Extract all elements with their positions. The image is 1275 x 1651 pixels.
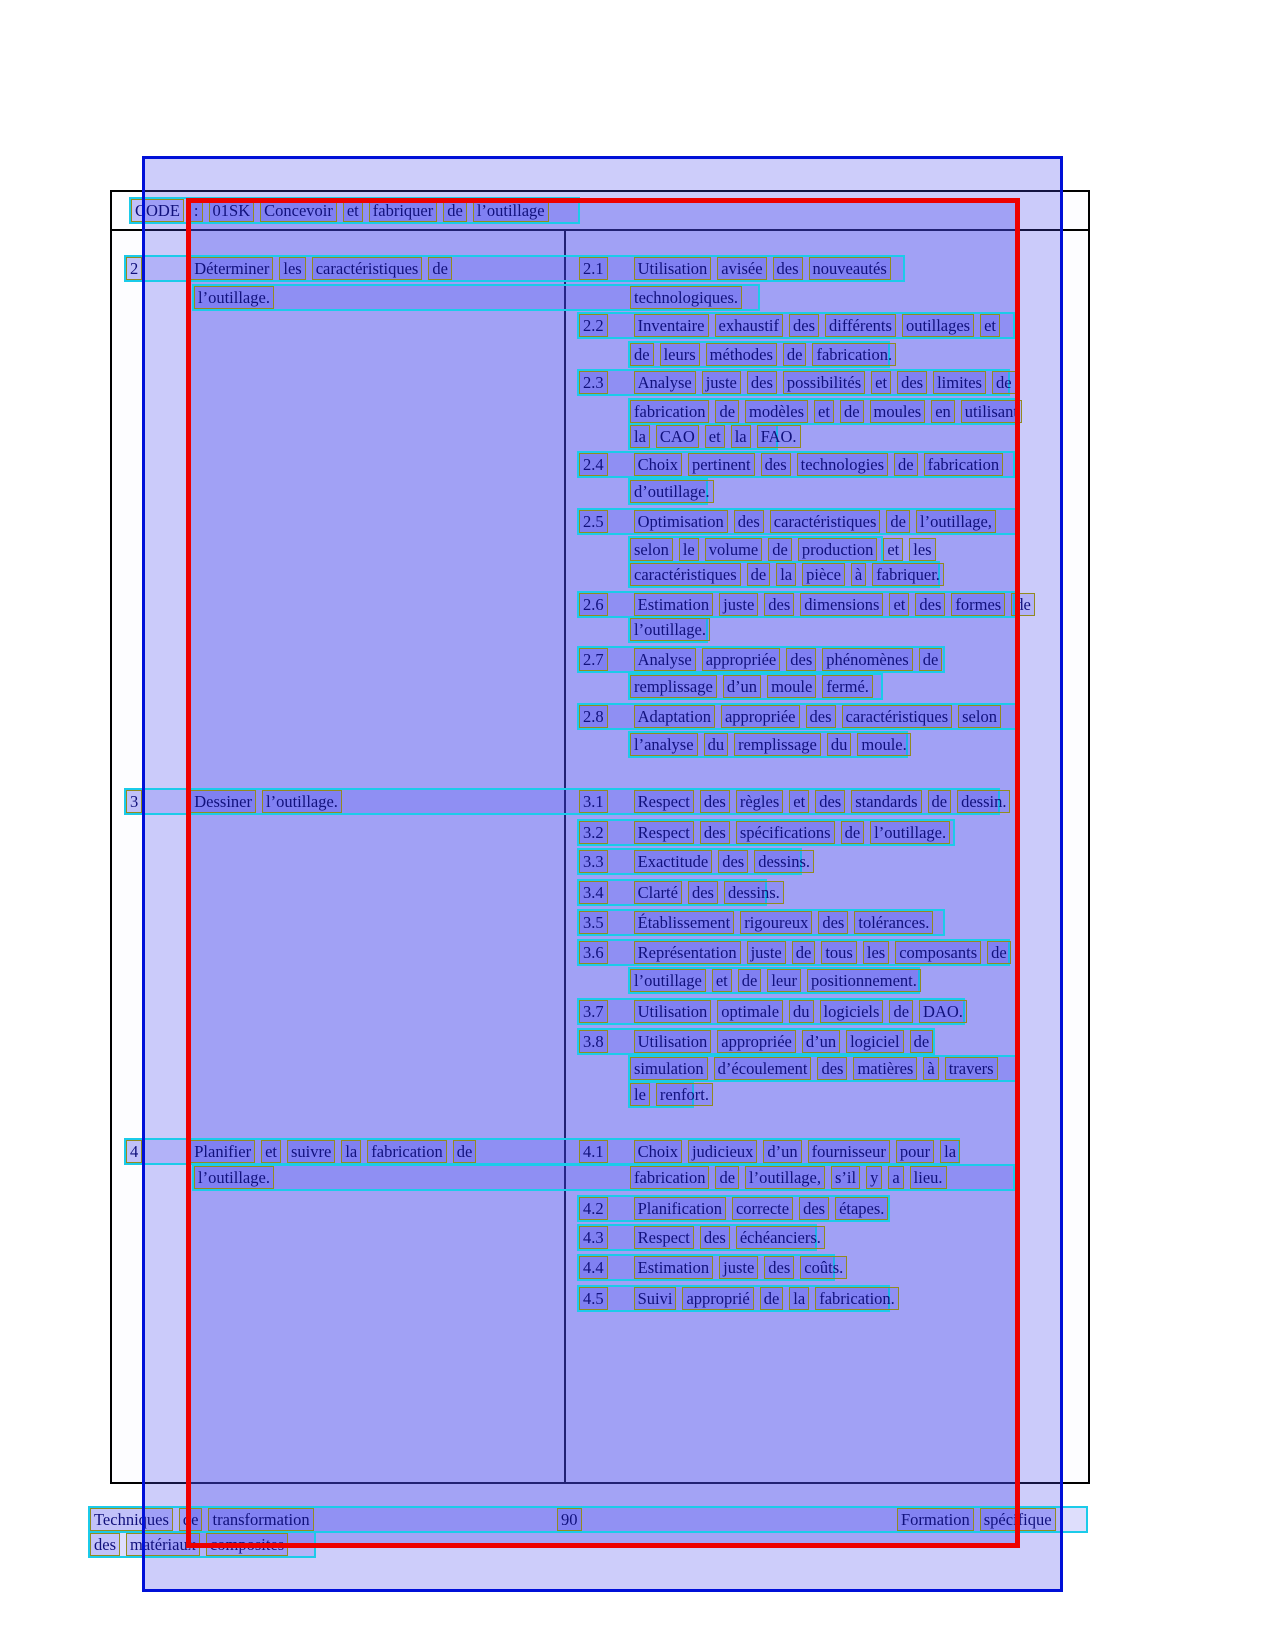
ocr-word: spécifique — [980, 1508, 1056, 1531]
ocr-word: coûts. — [800, 1256, 847, 1279]
ocr-word: du — [827, 733, 852, 756]
ocr-word: production — [798, 538, 878, 561]
ocr-word: s’il — [831, 1166, 860, 1189]
ocr-word: différents — [825, 314, 896, 337]
ocr-word: tous — [821, 941, 857, 964]
ocr-word: : — [190, 199, 203, 222]
ocr-word: fabrication — [630, 400, 709, 423]
ocr-word: des — [718, 850, 748, 873]
ocr-word: suivre — [287, 1140, 335, 1163]
ocr-word: l’outillage. — [194, 286, 274, 309]
ocr-word: fournisseur — [808, 1140, 890, 1163]
ocr-word: fabrication. — [812, 343, 896, 366]
ocr-word: Clarté — [634, 881, 682, 904]
ocr-word: de — [841, 821, 865, 844]
ocr-word: technologies — [797, 453, 888, 476]
ocr-word: travers — [945, 1057, 998, 1080]
ocr-word: moule — [767, 675, 816, 698]
ocr-word: dimensions — [800, 593, 883, 616]
ocr-word: de — [886, 510, 910, 533]
ocr-word: modèles — [745, 400, 808, 423]
ocr-word: dessin. — [957, 790, 1010, 813]
ocr-word: Choix — [634, 453, 682, 476]
ocr-word: juste — [719, 1256, 758, 1279]
ocr-word: Adaptation — [634, 705, 715, 728]
ocr-word: et — [261, 1140, 281, 1163]
ocr-word: de — [792, 941, 816, 964]
ocr-word-criterion-number: 3.1 — [579, 790, 608, 813]
ocr-word: de — [179, 1508, 203, 1531]
ocr-word: du — [704, 733, 729, 756]
ocr-word: caractéristiques — [630, 563, 741, 586]
ocr-word: des — [817, 1057, 847, 1080]
ocr-word-criterion-number: 4.3 — [579, 1226, 608, 1249]
ocr-word: CAO — [656, 425, 699, 448]
ocr-word: outillages — [902, 314, 974, 337]
ocr-word: fabrication. — [815, 1287, 899, 1310]
ocr-word: la — [776, 563, 796, 586]
ocr-word: juste — [702, 371, 741, 394]
ocr-word: logiciels — [820, 1000, 884, 1023]
ocr-word: la — [940, 1140, 960, 1163]
ocr-word: fabriquer. — [872, 563, 944, 586]
ocr-word: des — [773, 257, 803, 280]
ocr-word: composants — [895, 941, 981, 964]
ocr-word: l’outillage. — [630, 618, 710, 641]
ocr-word: spécifications — [736, 821, 835, 844]
ocr-word: formes — [951, 593, 1005, 616]
ocr-word: et — [705, 425, 725, 448]
ocr-word: fabrication — [924, 453, 1003, 476]
ocr-word: l’outillage — [473, 199, 549, 222]
ocr-word: méthodes — [706, 343, 777, 366]
ocr-word: matériaux — [126, 1533, 200, 1556]
ocr-word: matières — [853, 1057, 917, 1080]
ocr-word: les — [279, 257, 305, 280]
ocr-word-criterion-number: 4.2 — [579, 1197, 608, 1220]
ocr-word: de — [428, 257, 452, 280]
ocr-word: d’écoulement — [714, 1057, 812, 1080]
ocr-word: de — [1011, 593, 1035, 616]
ocr-word: le — [630, 1083, 650, 1106]
ocr-word: des — [747, 371, 777, 394]
ocr-word: Suivi — [634, 1287, 677, 1310]
ocr-word: l’outillage — [630, 969, 706, 992]
ocr-word: rigoureux — [740, 911, 812, 934]
ocr-word: de — [747, 563, 771, 586]
ocr-word: des — [90, 1533, 120, 1556]
ocr-word-criterion-number: 3.2 — [579, 821, 608, 844]
ocr-word: exhaustif — [715, 314, 783, 337]
ocr-word: limites — [933, 371, 986, 394]
ocr-word: simulation — [630, 1057, 708, 1080]
ocr-word: de — [630, 343, 654, 366]
ocr-word: de — [783, 343, 807, 366]
ocr-word: judicieux — [688, 1140, 757, 1163]
ocr-word: des — [815, 790, 845, 813]
ocr-word: volume — [705, 538, 763, 561]
ocr-word: Analyse — [634, 371, 696, 394]
ocr-word: d’un — [723, 675, 761, 698]
ocr-word: caractéristiques — [842, 705, 953, 728]
ocr-word-row-number: 4 — [126, 1140, 142, 1163]
ocr-word: Représentation — [634, 941, 741, 964]
ocr-word: des — [734, 510, 764, 533]
ocr-word: des — [688, 881, 718, 904]
ocr-word: l’outillage, — [745, 1166, 825, 1189]
ocr-word: optimale — [717, 1000, 783, 1023]
ocr-word: avisée — [717, 257, 766, 280]
ocr-word: juste — [747, 941, 786, 964]
ocr-word: à — [923, 1057, 938, 1080]
ocr-word: appropriée — [717, 1030, 796, 1053]
ocr-word: l’outillage. — [870, 821, 950, 844]
ocr-word: selon — [958, 705, 1001, 728]
ocr-word: tolérances. — [854, 911, 933, 934]
ocr-word: Estimation — [634, 593, 714, 616]
ocr-word: de — [715, 1166, 739, 1189]
ocr-word: de — [987, 941, 1011, 964]
ocr-word: caractéristiques — [770, 510, 881, 533]
ocr-word: Planifier — [190, 1140, 255, 1163]
ocr-word-criterion-number: 3.8 — [579, 1030, 608, 1053]
ocr-word: moule. — [857, 733, 910, 756]
ocr-word-criterion-number: 4.1 — [579, 1140, 608, 1163]
ocr-word: de — [768, 538, 792, 561]
ocr-word: Techniques — [90, 1508, 173, 1531]
ocr-word: des — [700, 821, 730, 844]
ocr-word: 90 — [557, 1508, 582, 1531]
ocr-word: de — [894, 453, 918, 476]
ocr-word-criterion-number: 2.5 — [579, 510, 608, 533]
ocr-word: leurs — [660, 343, 700, 366]
ocr-word: Respect — [634, 821, 694, 844]
ocr-word: la — [789, 1287, 809, 1310]
ocr-word: FAO. — [757, 425, 801, 448]
ocr-word: pièce — [802, 563, 845, 586]
ocr-word: possibilités — [783, 371, 865, 394]
ocr-word: Planification — [634, 1197, 726, 1220]
ocr-word: et — [883, 538, 903, 561]
ocr-word: de — [738, 969, 762, 992]
ocr-word: de — [443, 199, 467, 222]
ocr-word: DAO. — [919, 1000, 967, 1023]
ocr-word: approprié — [682, 1287, 753, 1310]
ocr-word-criterion-number: 2.1 — [579, 257, 608, 280]
ocr-word: y — [866, 1166, 882, 1189]
ocr-word: l’outillage. — [194, 1166, 274, 1189]
ocr-word: Choix — [634, 1140, 682, 1163]
ocr-word: des — [915, 593, 945, 616]
ocr-word: le — [679, 538, 699, 561]
ocr-word: et — [814, 400, 834, 423]
ocr-word: à — [851, 563, 866, 586]
ocr-word: de — [889, 1000, 913, 1023]
ocr-word: et — [789, 790, 809, 813]
ocr-word: règles — [736, 790, 783, 813]
ocr-word: Estimation — [634, 1256, 714, 1279]
ocr-word: d’outillage. — [630, 480, 714, 503]
ocr-word: Dessiner — [190, 790, 256, 813]
ocr-word-criterion-number: 3.6 — [579, 941, 608, 964]
ocr-word: et — [889, 593, 909, 616]
ocr-word: des — [897, 371, 927, 394]
ocr-word: Respect — [634, 790, 694, 813]
ocr-word: la — [731, 425, 751, 448]
ocr-word: composites — [206, 1533, 288, 1556]
ocr-word: des — [806, 705, 836, 728]
ocr-word: de — [919, 648, 943, 671]
ocr-word: Formation — [897, 1508, 974, 1531]
ocr-word: 01SK — [209, 199, 255, 222]
ocr-word-row-number: 2 — [126, 257, 142, 280]
ocr-word: Utilisation — [634, 1000, 712, 1023]
ocr-word: des — [761, 453, 791, 476]
ocr-word: des — [764, 593, 794, 616]
ocr-word: pour — [896, 1140, 934, 1163]
ocr-word: appropriée — [721, 705, 800, 728]
ocr-word: Établissement — [634, 911, 735, 934]
ocr-word-criterion-number: 2.6 — [579, 593, 608, 616]
ocr-word: l’analyse — [630, 733, 698, 756]
ocr-word: utilisant — [961, 400, 1022, 423]
ocr-word: et — [712, 969, 732, 992]
ocr-word: fabrication — [630, 1166, 709, 1189]
ocr-word: standards — [851, 790, 921, 813]
ocr-word: la — [630, 425, 650, 448]
ocr-word: selon — [630, 538, 673, 561]
ocr-word: pertinent — [688, 453, 755, 476]
ocr-word: des — [764, 1256, 794, 1279]
ocr-word: de — [928, 790, 952, 813]
ocr-word: et — [980, 314, 1000, 337]
ocr-word: étapes. — [835, 1197, 888, 1220]
ocr-word: correcte — [732, 1197, 793, 1220]
ocr-word: logiciel — [846, 1030, 903, 1053]
ocr-word-criterion-number: 2.4 — [579, 453, 608, 476]
ocr-word-criterion-number: 4.4 — [579, 1256, 608, 1279]
ocr-word-criterion-number: 2.3 — [579, 371, 608, 394]
ocr-word: transformation — [208, 1508, 313, 1531]
ocr-word-criterion-number: 2.8 — [579, 705, 608, 728]
ocr-word: des — [799, 1197, 829, 1220]
ocr-word: lieu. — [910, 1166, 947, 1189]
ocr-word: de — [840, 400, 864, 423]
ocr-word: Concevoir — [260, 199, 337, 222]
ocr-word: juste — [719, 593, 758, 616]
ocr-word: des — [700, 1226, 730, 1249]
ocr-word: technologiques. — [630, 286, 742, 309]
ocr-word: et — [343, 199, 363, 222]
ocr-word: renfort. — [656, 1083, 713, 1106]
ocr-word: fermé. — [822, 675, 873, 698]
ocr-word: l’outillage, — [916, 510, 996, 533]
ocr-word: dessins. — [724, 881, 784, 904]
ocr-word: nouveautés — [809, 257, 891, 280]
ocr-word: l’outillage. — [262, 790, 342, 813]
ocr-word: Analyse — [634, 648, 696, 671]
ocr-word-criterion-number: 3.3 — [579, 850, 608, 873]
ocr-word: Utilisation — [634, 1030, 712, 1053]
ocr-word: caractéristiques — [312, 257, 423, 280]
ocr-word: des — [789, 314, 819, 337]
ocr-word: fabrication — [367, 1140, 446, 1163]
ocr-word: moules — [870, 400, 926, 423]
ocr-word-criterion-number: 2.7 — [579, 648, 608, 671]
ocr-word: Déterminer — [190, 257, 273, 280]
ocr-word: remplissage — [734, 733, 821, 756]
ocr-word: a — [888, 1166, 903, 1189]
ocr-word: positionnement. — [807, 969, 921, 992]
ocr-word: Optimisation — [634, 510, 728, 533]
ocr-word: en — [931, 400, 955, 423]
ocr-word: de — [992, 371, 1016, 394]
ocr-word: la — [341, 1140, 361, 1163]
ocr-word: appropriée — [702, 648, 781, 671]
ocr-word: les — [863, 941, 889, 964]
ocr-word-criterion-number: 3.5 — [579, 911, 608, 934]
ocr-word: Respect — [634, 1226, 694, 1249]
ocr-word-criterion-number: 4.5 — [579, 1287, 608, 1310]
ocr-word: de — [760, 1287, 784, 1310]
ocr-word: dessins. — [754, 850, 814, 873]
ocr-word: fabriquer — [369, 199, 437, 222]
region-overlay-border — [186, 198, 1020, 1548]
ocr-word: de — [910, 1030, 934, 1053]
ocr-word: de — [715, 400, 739, 423]
ocr-word-row-number: 3 — [126, 790, 142, 813]
ocr-word: du — [789, 1000, 814, 1023]
ocr-word: phénomènes — [822, 648, 912, 671]
ocr-word-criterion-number: 3.4 — [579, 881, 608, 904]
ocr-word: d’un — [802, 1030, 840, 1053]
ocr-word: Exactitude — [634, 850, 713, 873]
ocr-word: les — [909, 538, 935, 561]
ocr-word: et — [871, 371, 891, 394]
ocr-word: d’un — [763, 1140, 801, 1163]
ocr-word: Utilisation — [634, 257, 712, 280]
ocr-word-criterion-number: 2.2 — [579, 314, 608, 337]
ocr-word: leur — [767, 969, 801, 992]
ocr-word: échéanciers. — [736, 1226, 825, 1249]
ocr-word: de — [453, 1140, 477, 1163]
ocr-word: remplissage — [630, 675, 717, 698]
ocr-word: CODE — [131, 199, 184, 222]
ocr-word: Inventaire — [634, 314, 709, 337]
ocr-word-criterion-number: 3.7 — [579, 1000, 608, 1023]
ocr-word: des — [700, 790, 730, 813]
ocr-word: des — [786, 648, 816, 671]
ocr-word: des — [818, 911, 848, 934]
